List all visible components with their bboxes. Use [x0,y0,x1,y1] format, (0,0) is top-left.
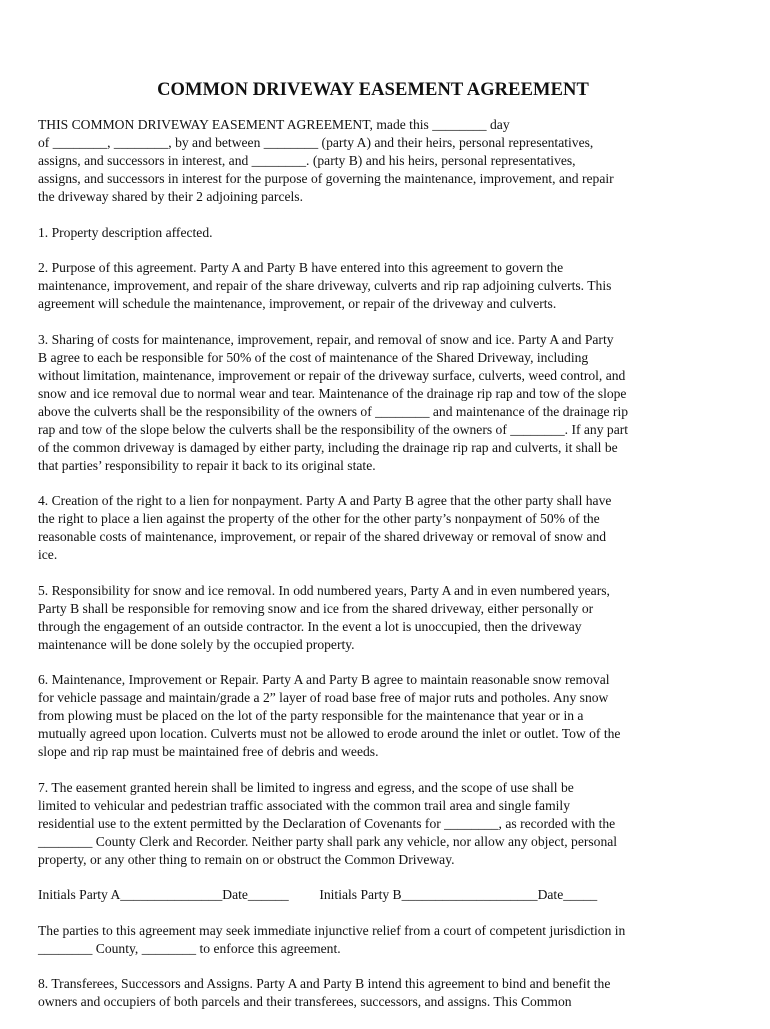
text-line: 7. The easement granted herein shall be limited to ingress and egress, and the scope of use shall be [38,779,574,795]
text-line: THIS COMMON DRIVEWAY EASEMENT AGREEMENT, made this ________ day [38,117,510,132]
text-line: snow and ice removal due to normal wear and tear. Maintenance of the drainage rip rap and tow of the slope [38,385,627,401]
initials-party-a: Initials Party A_______________Date______ [38,887,289,902]
text-line: through the engagement of an outside contractor. In the event a lot is unoccupied, then the driveway [38,618,582,634]
initials-row [38,886,708,904]
text-line: maintenance will be done solely by the occupied property. [38,636,355,652]
text-line: of the common driveway is damaged by either party, including the drainage rip rap and culverts, it shall be [38,439,618,455]
text-line: from plowing must be placed on the lot of the party responsible for the maintenance that year or in a [38,708,584,723]
text-line: slope and rip rap must be maintained free of debris and weeds. [38,744,379,759]
text-line: of ________, ________, by and between ________ (party A) and their heirs, personal representatives, [38,135,594,150]
section-4-paragraph [38,492,708,564]
text-line: for vehicle passage and maintain/grade a 2” layer of road base free of major ruts and potholes. Any snow [38,690,609,705]
document-title: COMMON DRIVEWAY EASEMENT AGREEMENT [157,80,589,100]
text-line: 5. Responsibility for snow and ice removal. In odd numbered years, Party A and in even numbered years, [38,582,610,598]
injunctive-relief-paragraph [38,922,708,958]
text-line: rap and tow of the slope below the culverts shall be the responsibility of the owners of ________. If any part [38,421,629,437]
intro-paragraph [38,116,708,206]
text-line: 1. Property description affected. [38,224,213,240]
text-line: above the culverts shall be the responsibility of the owners of ________ and maintenance of the drainage rip [38,403,629,419]
text-line: The parties to this agreement may seek immediate injunctive relief from a court of competent jurisdiction in [38,922,626,938]
text-line: 8. Transferees, Successors and Assigns. Party A and Party B intend this agreement to bind and benefit the [38,976,611,991]
section-8-paragraph [38,975,708,1011]
text-line: 4. Creation of the right to a lien for nonpayment. Party A and Party B agree that the other party shall have [38,493,612,508]
initials-party-b: Initials Party B____________________Date_____ [319,887,598,902]
text-line: property, or any other thing to remain on or obstruct the Common Driveway. [38,851,455,867]
text-line: the driveway shared by their 2 adjoining parcels. [38,189,303,204]
text-line: 3. Sharing of costs for maintenance, improvement, repair, and removal of snow and ice. Party A and Party [38,331,614,347]
text-line: limited to vehicular and pedestrian traffic associated with the common trail area and single family [38,797,570,813]
text-line: owners and occupiers of both parcels and their transferees, successors, and assigns. This Common [38,994,572,1009]
text-line: 2. Purpose of this agreement. Party A and Party B have entered into this agreement to govern the [38,260,564,275]
text-line: that parties’ responsibility to repair it back to its original state. [38,457,376,473]
section-7-paragraph [38,779,708,869]
text-line: ice. [38,547,58,562]
text-line: ________ County, ________ to enforce this agreement. [38,940,341,956]
text-line: 6. Maintenance, Improvement or Repair. Party A and Party B agree to maintain reasonable snow removal [38,672,610,687]
text-line: reasonable costs of maintenance, improvement, or repair of the shared driveway or removal of snow and [38,529,607,544]
text-line: mutually agreed upon location. Culverts must not be allowed to erode around the inlet or outlet. Tow of the [38,726,621,741]
text-line: assigns, and successors in interest, and ________. (party B) and his heirs, personal representatives, [38,153,576,168]
initials-spacer [289,887,320,902]
text-line: assigns, and successors in interest for the purpose of governing the maintenance, improvement, and repair [38,171,614,186]
text-line: maintenance, improvement, and repair of the share driveway, culverts and rip rap adjoining culverts. This [38,278,612,293]
text-line: ________ County Clerk and Recorder. Neither party shall park any vehicle, nor allow any object, personal [38,833,618,849]
section-1-paragraph [38,224,708,242]
section-3-paragraph [38,331,708,475]
document-page [38,78,708,1029]
text-line: residential use to the extent permitted by the Declaration of Covenants for ________, as recorded with the [38,815,616,831]
text-line: Party B shall be responsible for removing snow and ice from the shared driveway, either personally or [38,600,594,616]
text-line: agreement will schedule the maintenance, improvement, or repair of the driveway and culverts. [38,296,557,311]
section-6-paragraph [38,671,708,761]
text-line: without limitation, maintenance, improvement or repair of the driveway surface, culverts, weed control, and [38,367,626,383]
section-2-paragraph [38,259,708,313]
section-5-paragraph [38,582,708,654]
text-line: B agree to each be responsible for 50% of the cost of maintenance of the Shared Driveway, including [38,349,589,365]
text-line: the right to place a lien against the property of the other for the other party’s nonpayment of 50% of the [38,511,600,526]
